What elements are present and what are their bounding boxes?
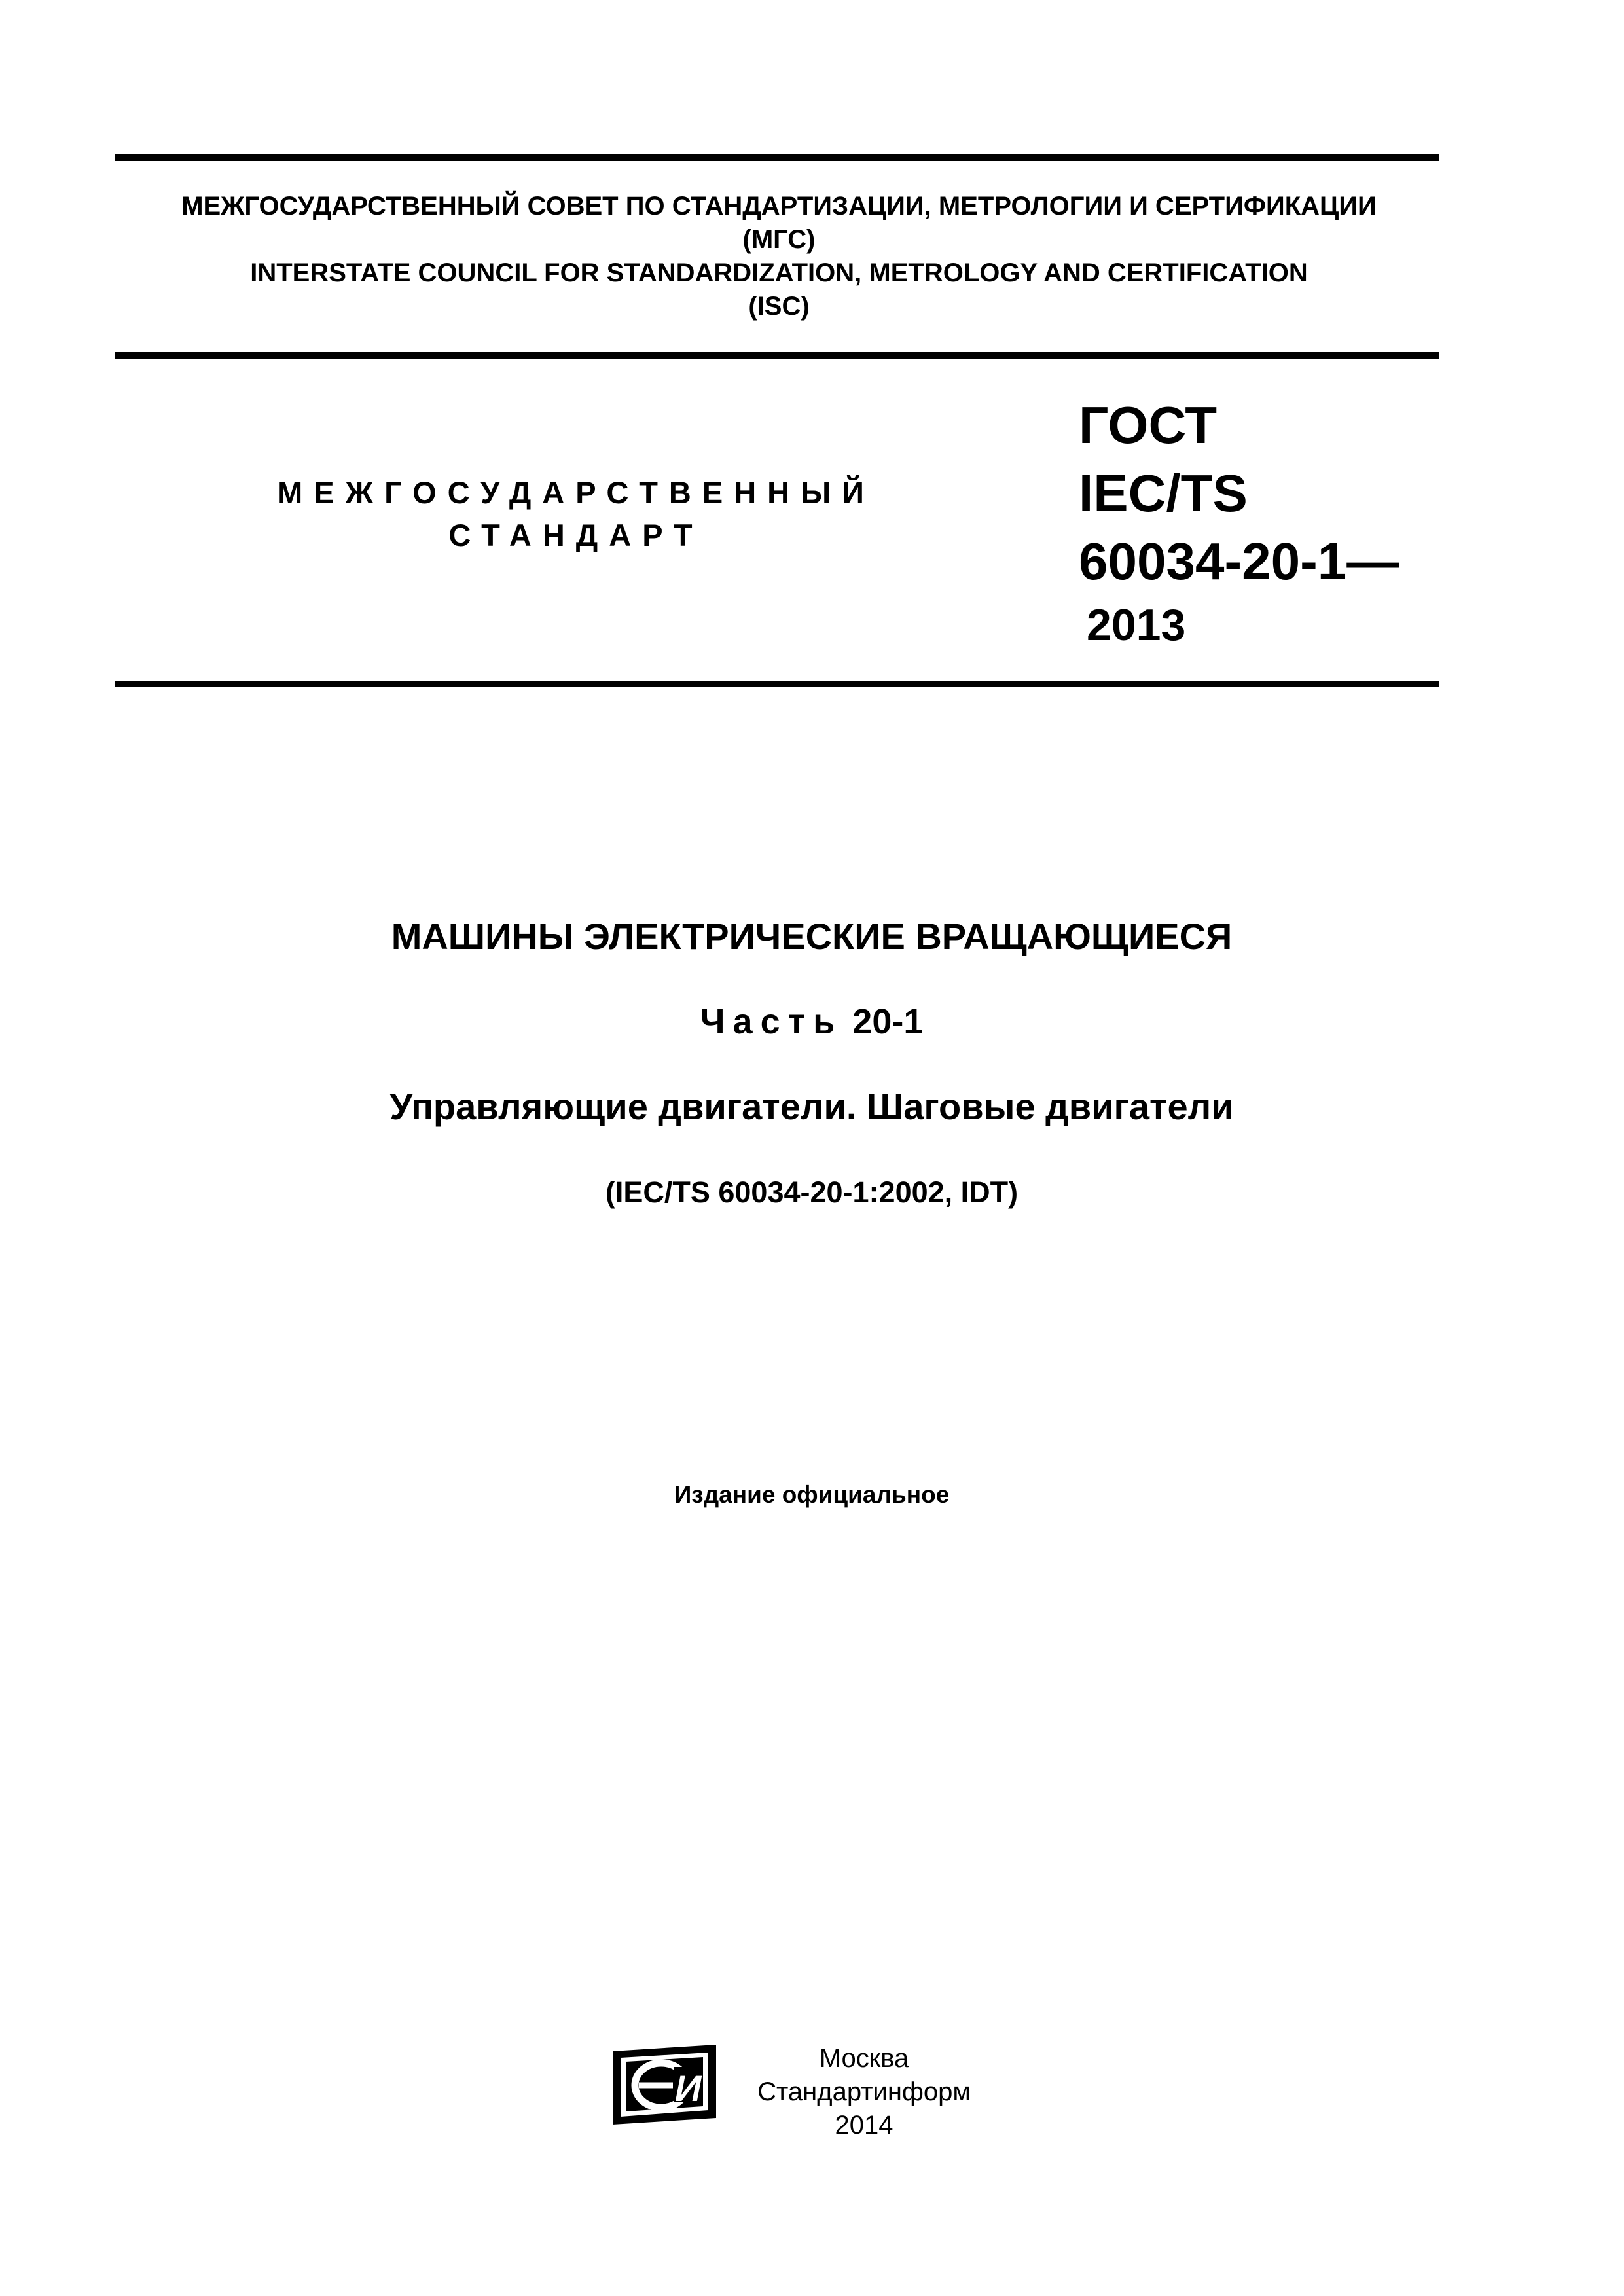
middle-rule bbox=[115, 352, 1439, 359]
standard-kind-line2: СТАНДАРТ bbox=[448, 518, 704, 552]
publisher-name: Стандартинформ bbox=[757, 2077, 971, 2106]
part-word: Часть bbox=[700, 1002, 843, 1041]
designation-year: 2013 bbox=[1087, 600, 1186, 650]
standard-designation bbox=[1079, 391, 1445, 655]
standard-kind-line1: МЕЖГОСУДАРСТВЕННЫЙ bbox=[277, 475, 875, 510]
council-abbr-en: (ISC) bbox=[748, 292, 810, 321]
publisher-block bbox=[727, 2042, 1001, 2142]
document-subtitle: Управляющие двигатели. Шаговые двигатели bbox=[389, 1086, 1234, 1127]
svg-text:И: И bbox=[675, 2068, 702, 2109]
standartinform-logo-icon bbox=[609, 2042, 720, 2127]
publisher-city: Москва bbox=[819, 2044, 909, 2073]
designation-number: 60034-20-1— bbox=[1079, 532, 1399, 590]
bottom-rule bbox=[115, 681, 1439, 687]
standard-kind bbox=[249, 471, 903, 556]
edition-note: Издание официальное bbox=[674, 1481, 950, 1508]
council-name-en: INTERSTATE COUNCIL FOR STANDARDIZATION, METROLOGY AND CERTIFICATION bbox=[250, 259, 1308, 287]
council-header bbox=[98, 190, 1460, 323]
publisher-year: 2014 bbox=[835, 2111, 893, 2140]
document-title: МАШИНЫ ЭЛЕКТРИЧЕСКИЕ ВРАЩАЮЩИЕСЯ bbox=[391, 916, 1233, 957]
council-abbr-ru: (МГС) bbox=[742, 225, 816, 254]
designation-prefix: ГОСТ bbox=[1079, 396, 1218, 454]
part-number: 20-1 bbox=[852, 1002, 924, 1041]
council-name-ru: МЕЖГОСУДАРСТВЕННЫЙ СОВЕТ ПО СТАНДАРТИЗАЦИИ, МЕТРОЛОГИИ И СЕРТИФИКАЦИИ bbox=[181, 192, 1377, 221]
part-heading bbox=[131, 1001, 1492, 1042]
top-rule bbox=[115, 154, 1439, 161]
iec-reference: (IEC/TS 60034-20-1:2002, IDT) bbox=[605, 1175, 1019, 1209]
designation-series: IEC/TS bbox=[1079, 464, 1248, 522]
